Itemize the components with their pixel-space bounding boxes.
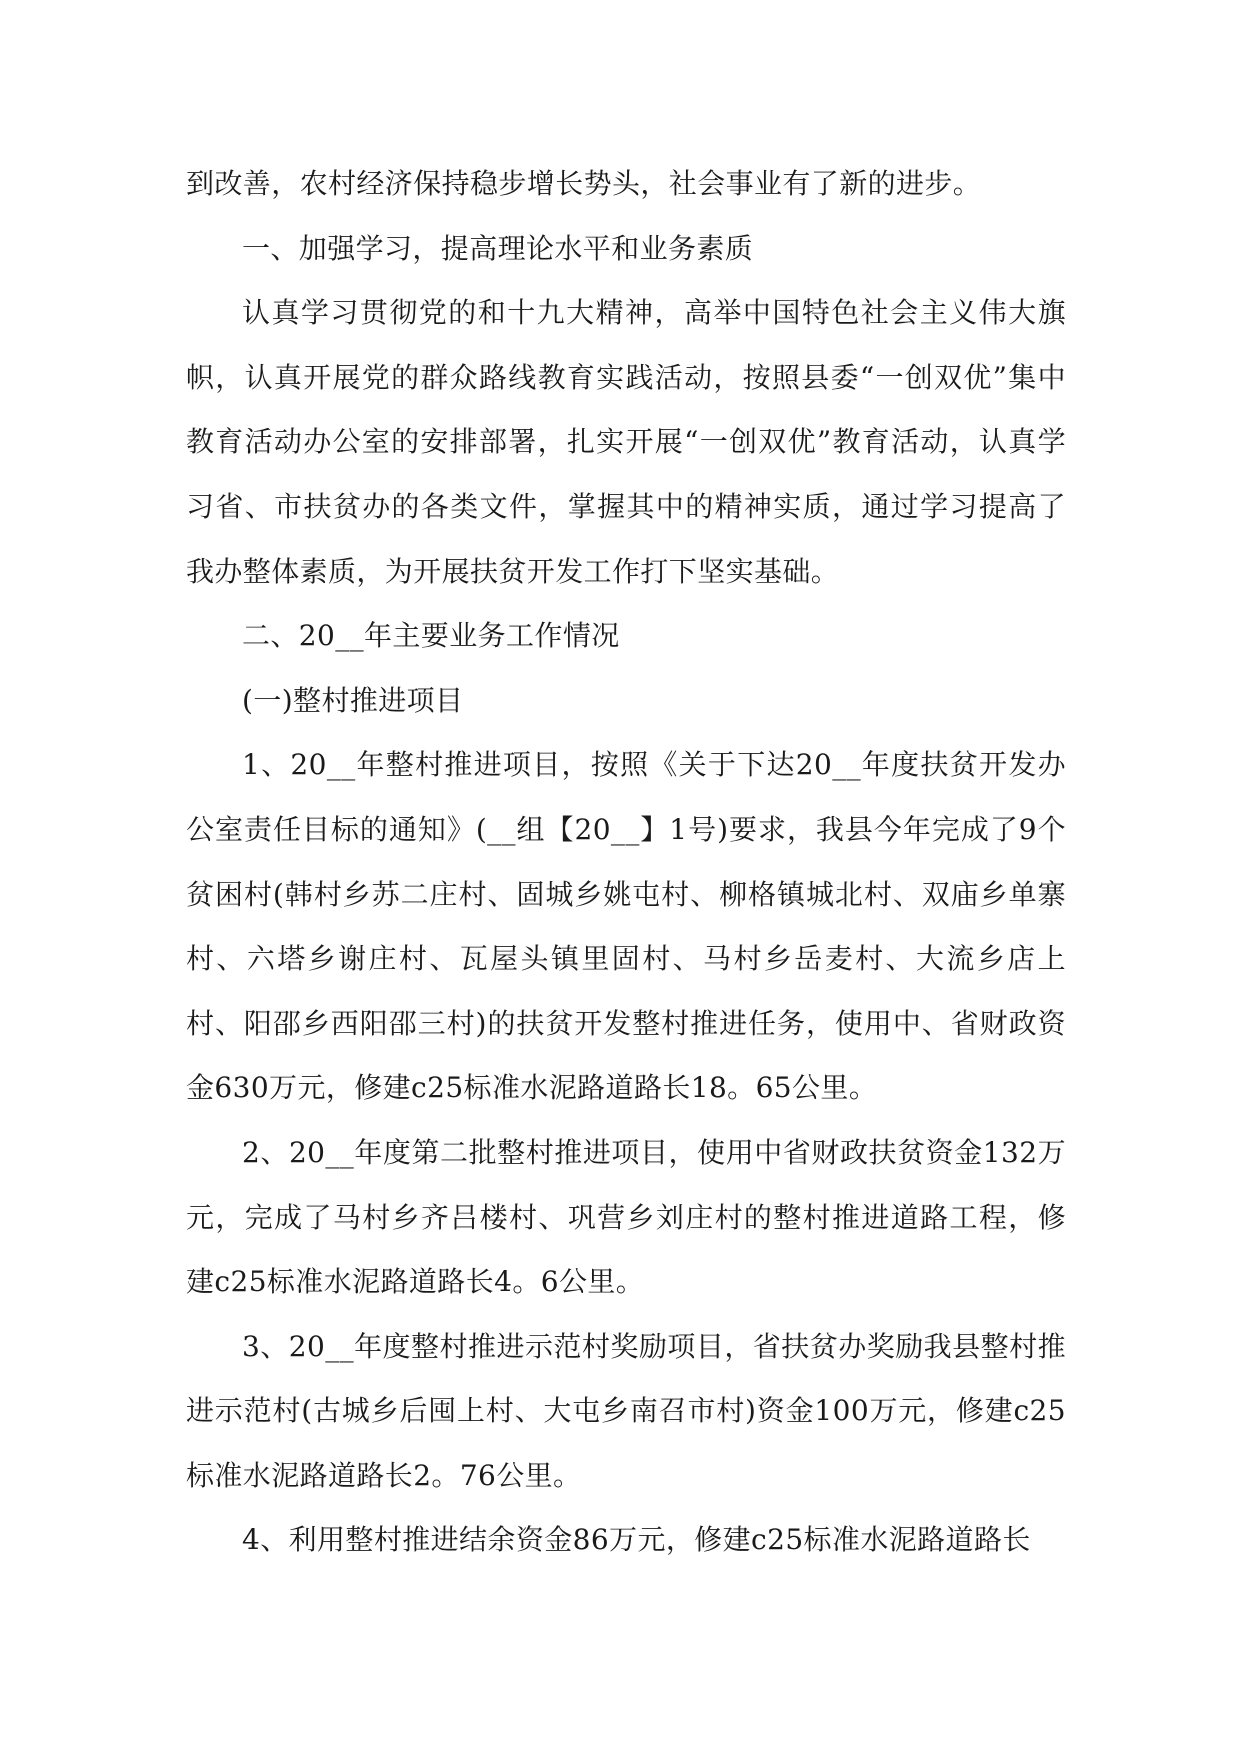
paragraph-item-2: 2、20__年度第二批整村推进项目，使用中省财政扶贫资金132万元，完成了马村乡齐吕楼村、巩营乡刘庄村的整村推进道路工程，修建c25标准水泥路道路长4。6公里。 <box>186 1135 1066 1299</box>
paragraph-item-4: 4、利用整村推进结余资金86万元，修建c25标准水泥路道路长 <box>242 1523 1031 1557</box>
paragraph-item-1: 1、20__年整村推进项目，按照《关于下达20__年度扶贫开发办公室责任目标的通知》(__组【20__】1号)要求，我县今年完成了9个贫困村(韩村乡苏二庄村、固城乡姚屯村、柳格镇城北村、双庙乡单寨村、六塔乡谢庄村、瓦屋头镇里固村、马村乡岳麦村、大流乡店上村、阳邵乡西阳邵三村)的扶贫开发整村推进任务，使用中、省财政资金630万元，修建c25标准水泥路道路长18。65公里。 <box>186 748 1066 1105</box>
paragraph-study-details: 认真学习贯彻党的和十九大精神，高举中国特色社会主义伟大旗帜，认真开展党的群众路线教育实践活动，按照县委“一创双优”集中教育活动办公室的安排部署，扎实开展“一创双优”教育活动，认真学习省、市扶贫办的各类文件，掌握其中的精神实质，通过学习提高了我办整体素质，为开展扶贫开发工作打下坚实基础。 <box>186 296 1066 588</box>
section-heading-study: 一、加强学习，提高理论水平和业务素质 <box>242 231 754 265</box>
paragraph-continuation: 到改善，农村经济保持稳步增长势头，社会事业有了新的进步。 <box>186 167 982 200</box>
subsection-heading-village-project: (一)整村推进项目 <box>242 683 464 717</box>
document-body <box>186 152 1066 1573</box>
section-heading-work: 二、20__年主要业务工作情况 <box>242 619 620 653</box>
paragraph-item-3: 3、20__年度整村推进示范村奖励项目，省扶贫办奖励我县整村推进示范村(古城乡后囤上村、大屯乡南召市村)资金100万元，修建c25标准水泥路道路长2。76公里。 <box>186 1329 1066 1492</box>
